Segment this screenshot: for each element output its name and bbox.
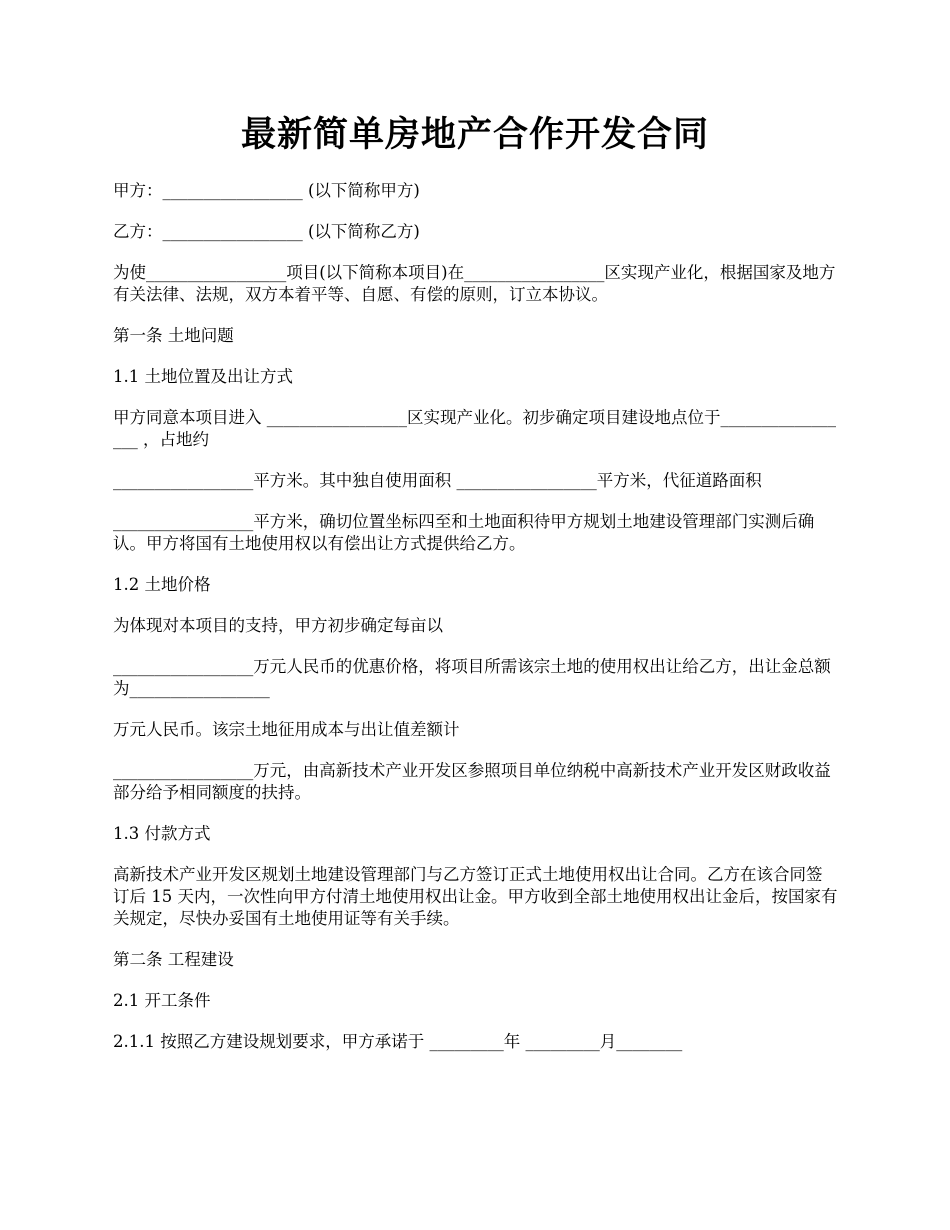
article-1-heading: 第一条 土地问题 [113, 326, 234, 345]
party-b-line: 乙方：_________________ (以下简称乙方) [113, 222, 420, 241]
body-paragraph: 万元人民币。该宗土地征用成本与出让值差额计 [113, 720, 460, 739]
section-1-1-heading: 1.1 土地位置及出让方式 [113, 367, 293, 386]
document-title: 最新简单房地产合作开发合同 [240, 114, 709, 155]
document-body [113, 180, 838, 1072]
article-2-heading: 第二条 工程建设 [113, 950, 234, 969]
party-a-line: 甲方：_________________ (以下简称甲方) [113, 181, 420, 200]
section-1-2-heading: 1.2 土地价格 [113, 575, 211, 594]
preamble-paragraph: 为使_________________项目(以下简称本项目)在_________________区实现产业化，根据国家及地方有关法律、法规，双方本着平等、自愿、有偿的原则，订立本协议。 [113, 263, 836, 304]
body-paragraph: 2.1.1 按照乙方建设规划要求，甲方承诺于 _________年 _________月________ [113, 1032, 683, 1051]
body-paragraph: _________________平方米，确切位置坐标四至和土地面积待甲方规划土地建设管理部门实测后确认。甲方将国有土地使用权以有偿出让方式提供给乙方。 [113, 512, 815, 553]
body-paragraph: _________________万元，由高新技术产业开发区参照项目单位纳税中高新技术产业开发区财政收益部分给予相同额度的扶持。 [113, 761, 831, 802]
section-1-3-heading: 1.3 付款方式 [113, 824, 211, 843]
body-paragraph: 为体现对本项目的支持，甲方初步确定每亩以 [113, 616, 443, 635]
body-paragraph: 高新技术产业开发区规划土地建设管理部门与乙方签订正式土地使用权出让合同。乙方在该合同签订后 15 天内，一次性向甲方付清土地使用权出让金。甲方收到全部土地使用权出让金后，按国家有关规定，尽快办妥国有土地使用证等有关手续。 [113, 865, 838, 928]
section-2-1-heading: 2.1 开工条件 [113, 991, 211, 1010]
body-paragraph: _________________平方米。其中独自使用面积 _________________平方米，代征道路面积 [113, 471, 762, 490]
body-paragraph: 甲方同意本项目进入 _________________区实现产业化。初步确定项目建设地点位于_________________ ，占地约 [113, 408, 836, 449]
body-paragraph: _________________万元人民币的优惠价格，将项目所需该宗土地的使用权出让给乙方，出让金总额为_________________ [113, 657, 831, 698]
